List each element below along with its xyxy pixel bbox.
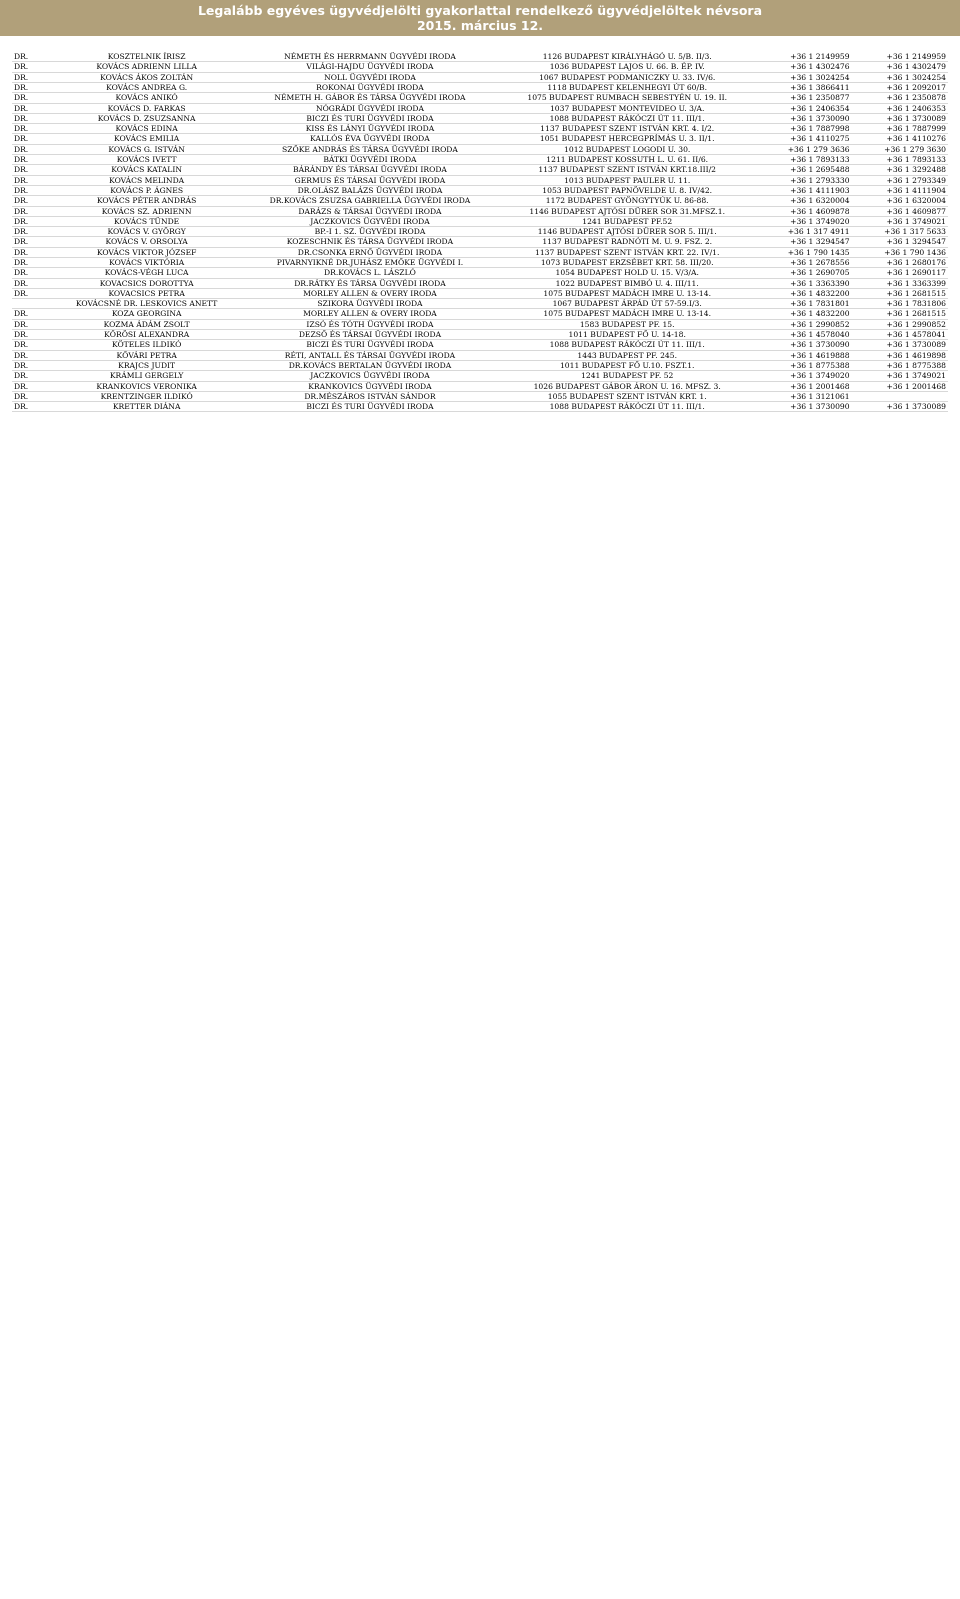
name-cell: KRAJCS JUDIT	[51, 360, 241, 370]
name-cell: KOVÁCS D. FARKAS	[51, 103, 241, 113]
fax-cell: +36 1 317 5633	[852, 227, 948, 237]
table-row	[12, 330, 948, 340]
name-cell: KOVÁCS TÜNDE	[51, 216, 241, 226]
phone-cell: +36 1 317 4911	[756, 227, 851, 237]
office-cell: DR.OLÁSZ BALÁZS ÜGYVÉDI IRODA	[242, 185, 498, 195]
address-cell: 1053 BUDAPEST PAPNÖVELDE U. 8. IV/42.	[498, 185, 756, 195]
title-cell: DR.	[12, 237, 51, 247]
name-cell: KRÁMLI GERGELY	[51, 371, 241, 381]
table-row	[12, 72, 948, 82]
office-cell: IZSÓ ÉS TÓTH ÜGYVÉDI IRODA	[242, 319, 498, 329]
name-cell: KOVÁCS VIKTOR JÓZSEF	[51, 247, 241, 257]
phone-cell: +36 1 7831801	[756, 299, 851, 309]
table-row	[12, 155, 948, 165]
office-cell: SZŐKE ANDRÁS ÉS TÁRSA ÜGYVÉDI IRODA	[242, 144, 498, 154]
title-cell: DR.	[12, 268, 51, 278]
fax-cell: +36 1 2406353	[852, 103, 948, 113]
address-cell: 1126 BUDAPEST KIRÁLYHÁGÓ U. 5/B. II/3.	[498, 52, 756, 62]
name-cell: KRANKOVICS VERONIKA	[51, 381, 241, 391]
table-row	[12, 371, 948, 381]
office-cell: NÉMETH H. GÁBOR ÉS TÁRSA ÜGYVÉDI IRODA	[242, 93, 498, 103]
name-cell: KRETTER DIÁNA	[51, 402, 241, 412]
table-row	[12, 62, 948, 72]
office-cell: DR.MÉSZÁROS ISTVÁN SÁNDOR	[242, 391, 498, 401]
phone-cell: +36 1 4832200	[756, 288, 851, 298]
name-cell: KOVÁCS VIKTÓRIA	[51, 257, 241, 267]
name-cell: KOVÁCS ANIKÓ	[51, 93, 241, 103]
name-cell: KOVACSICS DOROTTYA	[51, 278, 241, 288]
table-row	[12, 113, 948, 123]
address-cell: 1051 BUDAPEST HERCEGPRÍMÁS U. 3. II/1.	[498, 134, 756, 144]
fax-cell: +36 1 4609877	[852, 206, 948, 216]
address-cell: 1073 BUDAPEST ERZSÉBET KRT. 58. III/20.	[498, 257, 756, 267]
address-cell: 1011 BUDAPEST FŐ U.10. FSZT.1.	[498, 360, 756, 370]
title-cell: DR.	[12, 350, 51, 360]
lawyer-table	[12, 52, 948, 412]
title-cell: DR.	[12, 257, 51, 267]
table-row	[12, 227, 948, 237]
table-row	[12, 278, 948, 288]
phone-cell: +36 1 3730090	[756, 113, 851, 123]
phone-cell: +36 1 4578040	[756, 330, 851, 340]
phone-cell: +36 1 2990852	[756, 319, 851, 329]
table-row	[12, 319, 948, 329]
office-cell: JACZKOVICS ÜGYVÉDI IRODA	[242, 216, 498, 226]
office-cell: KOZESCHNIK ÉS TÁRSA ÜGYVÉDI IRODA	[242, 237, 498, 247]
title-cell: DR.	[12, 52, 51, 62]
address-cell: 1241 BUDAPEST PF. 52	[498, 371, 756, 381]
title-cell: DR.	[12, 93, 51, 103]
office-cell: DR.RÁTKY ÉS TÁRSA ÜGYVÉDI IRODA	[242, 278, 498, 288]
fax-cell: +36 1 4110276	[852, 134, 948, 144]
name-cell: KŐVÁRI PETRA	[51, 350, 241, 360]
fax-cell: +36 1 7831806	[852, 299, 948, 309]
phone-cell: +36 1 2678556	[756, 257, 851, 267]
phone-cell: +36 1 4832200	[756, 309, 851, 319]
table-row	[12, 206, 948, 216]
fax-cell: +36 1 4111904	[852, 185, 948, 195]
office-cell: BICZI ÉS TURI ÜGYVÉDI IRODA	[242, 402, 498, 412]
title-cell: DR.	[12, 216, 51, 226]
phone-cell: +36 1 4110275	[756, 134, 851, 144]
table-row	[12, 134, 948, 144]
address-cell: 1036 BUDAPEST LAJOS U. 66. B. ÉP. IV.	[498, 62, 756, 72]
fax-cell: +36 1 2793349	[852, 175, 948, 185]
office-cell: KRANKOVICS ÜGYVÉDI IRODA	[242, 381, 498, 391]
table-row	[12, 247, 948, 257]
name-cell: KOVÁCS V. GYÖRGY	[51, 227, 241, 237]
fax-cell: +36 1 2149959	[852, 52, 948, 62]
office-cell: JACZKOVICS ÜGYVÉDI IRODA	[242, 371, 498, 381]
address-cell: 1012 BUDAPEST LOGODI U. 30.	[498, 144, 756, 154]
title-cell: DR.	[12, 360, 51, 370]
office-cell: MORLEY ALLEN & OVERY IRODA	[242, 309, 498, 319]
table-row	[12, 309, 948, 319]
table-row	[12, 237, 948, 247]
address-cell: 1241 BUDAPEST PF.52	[498, 216, 756, 226]
phone-cell: +36 1 2695488	[756, 165, 851, 175]
fax-cell: +36 1 790 1436	[852, 247, 948, 257]
office-cell: BÁTKI ÜGYVÉDI IRODA	[242, 155, 498, 165]
title-cell	[12, 299, 51, 309]
address-cell: 1211 BUDAPEST KOSSUTH L. U. 61. II/6.	[498, 155, 756, 165]
table-row	[12, 144, 948, 154]
phone-cell: +36 1 3024254	[756, 72, 851, 82]
table-row	[12, 391, 948, 401]
address-cell: 1583 BUDAPEST PF. 15.	[498, 319, 756, 329]
name-cell: KOVACSICS PETRA	[51, 288, 241, 298]
phone-cell: +36 1 3749020	[756, 371, 851, 381]
fax-cell: +36 1 3024254	[852, 72, 948, 82]
name-cell: KOVÁCS EDINA	[51, 124, 241, 134]
title-cell: DR.	[12, 319, 51, 329]
title-cell: DR.	[12, 288, 51, 298]
office-cell: SZIKORA ÜGYVÉDI IRODA	[242, 299, 498, 309]
phone-cell: +36 1 2001468	[756, 381, 851, 391]
address-cell: 1172 BUDAPEST GYÖNGYTYÚK U. 86-88.	[498, 196, 756, 206]
fax-cell: +36 1 3363399	[852, 278, 948, 288]
fax-cell: +36 1 8775388	[852, 360, 948, 370]
fax-cell: +36 1 3730089	[852, 113, 948, 123]
title-cell: DR.	[12, 124, 51, 134]
address-cell: 1137 BUDAPEST RADNÓTI M. U. 9. FSZ. 2.	[498, 237, 756, 247]
title-cell: DR.	[12, 402, 51, 412]
name-cell: KOZMA ÁDÁM ZSOLT	[51, 319, 241, 329]
name-cell: KOZA GEORGINA	[51, 309, 241, 319]
phone-cell: +36 1 3749020	[756, 216, 851, 226]
phone-cell: +36 1 3730090	[756, 340, 851, 350]
name-cell: KOVÁCS G. ISTVÁN	[51, 144, 241, 154]
phone-cell: +36 1 2350877	[756, 93, 851, 103]
name-cell: KOVÁCS V. ORSOLYA	[51, 237, 241, 247]
address-cell: 1118 BUDAPEST KELENHEGYI ÚT 60/B.	[498, 82, 756, 92]
office-cell: DARÁZS & TÁRSAI ÜGYVÉDI IRODA	[242, 206, 498, 216]
table-row	[12, 288, 948, 298]
title-cell: DR.	[12, 134, 51, 144]
phone-cell: +36 1 6320004	[756, 196, 851, 206]
office-cell: BÁRÁNDY ÉS TÁRSAI ÜGYVÉDI IRODA	[242, 165, 498, 175]
title-cell: DR.	[12, 371, 51, 381]
name-cell: KOVÁCS SZ. ADRIENN	[51, 206, 241, 216]
fax-cell: +36 1 2001468	[852, 381, 948, 391]
phone-cell: +36 1 2149959	[756, 52, 851, 62]
table-row	[12, 402, 948, 412]
fax-cell: +36 1 3292488	[852, 165, 948, 175]
office-cell: ROKONAI ÜGYVÉDI IRODA	[242, 82, 498, 92]
fax-cell: +36 1 4302479	[852, 62, 948, 72]
name-cell: KOVÁCS D. ZSUZSANNA	[51, 113, 241, 123]
office-cell: DR.KOVÁCS ZSUZSA GABRIELLA ÜGYVÉDI IRODA	[242, 196, 498, 206]
name-cell: KOVÁCS ADRIENN LILLA	[51, 62, 241, 72]
table-row	[12, 257, 948, 267]
fax-cell: +36 1 3730089	[852, 340, 948, 350]
table-row	[12, 185, 948, 195]
title-cell: DR.	[12, 227, 51, 237]
table-row	[12, 93, 948, 103]
address-cell: 1088 BUDAPEST RÁKÓCZI ÚT 11. III/1.	[498, 113, 756, 123]
name-cell: KOVÁCS PÉTER ANDRÁS	[51, 196, 241, 206]
address-cell: 1137 BUDAPEST SZENT ISTVÁN KRT. 22. IV/1.	[498, 247, 756, 257]
page-header	[0, 0, 960, 36]
table-row	[12, 196, 948, 206]
phone-cell: +36 1 4619888	[756, 350, 851, 360]
office-cell: BICZI ÉS TURI ÜGYVÉDI IRODA	[242, 113, 498, 123]
title-cell: DR.	[12, 247, 51, 257]
phone-cell: +36 1 2793330	[756, 175, 851, 185]
title-cell: DR.	[12, 144, 51, 154]
table-row	[12, 52, 948, 62]
phone-cell: +36 1 790 1435	[756, 247, 851, 257]
address-cell: 1037 BUDAPEST MONTEVIDEO U. 3/A.	[498, 103, 756, 113]
office-cell: NÉMETH ÉS HERRMANN ÜGYVÉDI IRODA	[242, 52, 498, 62]
title-cell: DR.	[12, 113, 51, 123]
name-cell: KOVÁCS-VÉGH LUCA	[51, 268, 241, 278]
fax-cell: +36 1 4619898	[852, 350, 948, 360]
title-cell: DR.	[12, 330, 51, 340]
name-cell: KOVÁCS EMILIA	[51, 134, 241, 144]
table-row	[12, 268, 948, 278]
office-cell: DEZSŐ ÉS TÁRSAI ÜGYVÉDI IRODA	[242, 330, 498, 340]
name-cell: KOVÁCS P. ÁGNES	[51, 185, 241, 195]
title-cell: DR.	[12, 62, 51, 72]
title-cell: DR.	[12, 103, 51, 113]
document-date: 2015. március 12.	[416, 18, 544, 33]
fax-cell: +36 1 2681515	[852, 288, 948, 298]
address-cell: 1011 BUDAPEST FŐ U. 14-18.	[498, 330, 756, 340]
table-row	[12, 381, 948, 391]
phone-cell: +36 1 279 3636	[756, 144, 851, 154]
title-cell: DR.	[12, 309, 51, 319]
office-cell: BP.-I 1. SZ. ÜGYVÉDI IRODA	[242, 227, 498, 237]
name-cell: KOSZTELNIK ÍRISZ	[51, 52, 241, 62]
table-row	[12, 299, 948, 309]
address-cell: 1443 BUDAPEST PF. 245.	[498, 350, 756, 360]
lawyer-table-body	[12, 52, 948, 412]
address-cell: 1075 BUDAPEST RUMBACH SEBESTYÉN U. 19. II.	[498, 93, 756, 103]
table-row	[12, 340, 948, 350]
address-cell: 1026 BUDAPEST GÁBOR ÁRON U. 16. MFSZ. 3.	[498, 381, 756, 391]
phone-cell: +36 1 7887998	[756, 124, 851, 134]
table-row	[12, 175, 948, 185]
title-cell: DR.	[12, 72, 51, 82]
address-cell: 1054 BUDAPEST HOLD U. 15. V/3/A.	[498, 268, 756, 278]
fax-cell: +36 1 2690117	[852, 268, 948, 278]
address-cell: 1137 BUDAPEST SZENT ISTVÁN KRT.18.III/2	[498, 165, 756, 175]
name-cell: KOVÁCS KATALIN	[51, 165, 241, 175]
phone-cell: +36 1 4111903	[756, 185, 851, 195]
title-cell: DR.	[12, 155, 51, 165]
table-row	[12, 165, 948, 175]
title-cell: DR.	[12, 175, 51, 185]
office-cell: KALLÓS ÉVA ÜGYVÉDI IRODA	[242, 134, 498, 144]
fax-cell: +36 1 6320004	[852, 196, 948, 206]
name-cell: KÖTELES ILDIKÓ	[51, 340, 241, 350]
fax-cell: +36 1 3749021	[852, 216, 948, 226]
name-cell: KOVÁCSNÉ DR. LESKOVICS ANETT	[51, 299, 241, 309]
address-cell: 1088 BUDAPEST RÁKÓCZI ÚT 11. III/1.	[498, 402, 756, 412]
fax-cell: +36 1 2092017	[852, 82, 948, 92]
title-cell: DR.	[12, 206, 51, 216]
name-cell: KOVÁCS MELINDA	[51, 175, 241, 185]
office-cell: NOLL ÜGYVÉDI IRODA	[242, 72, 498, 82]
name-cell: KŐRÖSI ALEXANDRA	[51, 330, 241, 340]
address-cell: 1067 BUDAPEST ÁRPÁD ÚT 57-59.I/3.	[498, 299, 756, 309]
office-cell: VILÁGI-HAJDU ÜGYVÉDI IRODA	[242, 62, 498, 72]
phone-cell: +36 1 8775388	[756, 360, 851, 370]
address-cell: 1055 BUDAPEST SZENT ISTVÁN KRT. 1.	[498, 391, 756, 401]
fax-cell: +36 1 2680176	[852, 257, 948, 267]
phone-cell: +36 1 7893133	[756, 155, 851, 165]
title-cell: DR.	[12, 185, 51, 195]
office-cell: DR.KOVÁCS BERTALAN ÜGYVÉDI IRODA	[242, 360, 498, 370]
fax-cell: +36 1 2350878	[852, 93, 948, 103]
fax-cell: +36 1 2681515	[852, 309, 948, 319]
address-cell: 1137 BUDAPEST SZENT ISTVÁN KRT. 4. I/2.	[498, 124, 756, 134]
title-cell: DR.	[12, 165, 51, 175]
address-cell: 1075 BUDAPEST MADÁCH IMRE U. 13-14.	[498, 309, 756, 319]
office-cell: RÉTI, ANTALL ÉS TÁRSAI ÜGYVÉDI IRODA	[242, 350, 498, 360]
table-row	[12, 103, 948, 113]
address-cell: 1013 BUDAPEST PAULER U. 11.	[498, 175, 756, 185]
address-cell: 1075 BUDAPEST MADÁCH IMRE U. 13-14.	[498, 288, 756, 298]
name-cell: KRENTZINGER ILDIKÓ	[51, 391, 241, 401]
fax-cell: +36 1 3749021	[852, 371, 948, 381]
office-cell: DR.CSONKA ERNŐ ÜGYVÉDI IRODA	[242, 247, 498, 257]
name-cell: KOVÁCS ANDREA G.	[51, 82, 241, 92]
table-row	[12, 124, 948, 134]
phone-cell: +36 1 4609878	[756, 206, 851, 216]
fax-cell: +36 1 7893133	[852, 155, 948, 165]
phone-cell: +36 1 4302476	[756, 62, 851, 72]
fax-cell: +36 1 3730089	[852, 402, 948, 412]
fax-cell: +36 1 279 3630	[852, 144, 948, 154]
phone-cell: +36 1 2406354	[756, 103, 851, 113]
title-cell: DR.	[12, 278, 51, 288]
address-cell: 1146 BUDAPEST AJTÓSI DÜRER SOR 31.MFSZ.1.	[498, 206, 756, 216]
office-cell: NÓGRÁDI ÜGYVÉDI IRODA	[242, 103, 498, 113]
title-cell: DR.	[12, 82, 51, 92]
table-row	[12, 82, 948, 92]
phone-cell: +36 1 3294547	[756, 237, 851, 247]
phone-cell: +36 1 2690705	[756, 268, 851, 278]
fax-cell	[852, 391, 948, 401]
phone-cell: +36 1 3866411	[756, 82, 851, 92]
table-row	[12, 360, 948, 370]
fax-cell: +36 1 2990852	[852, 319, 948, 329]
office-cell: BICZI ÉS TURI ÜGYVÉDI IRODA	[242, 340, 498, 350]
phone-cell: +36 1 3363390	[756, 278, 851, 288]
table-row	[12, 216, 948, 226]
fax-cell: +36 1 3294547	[852, 237, 948, 247]
title-cell: DR.	[12, 196, 51, 206]
name-cell: KOVÁCS ÁKOS ZOLTÁN	[51, 72, 241, 82]
fax-cell: +36 1 7887999	[852, 124, 948, 134]
office-cell: GERMUS ÉS TÁRSAI ÜGYVÉDI IRODA	[242, 175, 498, 185]
name-cell: KOVÁCS IVETT	[51, 155, 241, 165]
address-cell: 1088 BUDAPEST RÁKÓCZI ÚT 11. III/1.	[498, 340, 756, 350]
document-title: Legalább egyéves ügyvédjelölti gyakorlattal rendelkező ügyvédjelöltek névsora	[197, 3, 763, 18]
table-row	[12, 350, 948, 360]
title-cell: DR.	[12, 340, 51, 350]
office-cell: DR.KOVÁCS L. LÁSZLÓ	[242, 268, 498, 278]
office-cell: MORLEY ALLEN & OVERY IRODA	[242, 288, 498, 298]
office-cell: KISS ÉS LÁNYI ÜGYVÉDI IRODA	[242, 124, 498, 134]
address-cell: 1146 BUDAPEST AJTÓSI DÜRER SOR 5. III/1.	[498, 227, 756, 237]
phone-cell: +36 1 3730090	[756, 402, 851, 412]
title-cell: DR.	[12, 391, 51, 401]
fax-cell: +36 1 4578041	[852, 330, 948, 340]
address-cell: 1022 BUDAPEST BIMBÓ U. 4. III/11.	[498, 278, 756, 288]
address-cell: 1067 BUDAPEST PODMANICZKY U. 33. IV/6.	[498, 72, 756, 82]
title-cell: DR.	[12, 381, 51, 391]
office-cell: PIVARNYIKNÉ DR.JUHÁSZ EMŐKE ÜGYVÉDI I.	[242, 257, 498, 267]
phone-cell: +36 1 3121061	[756, 391, 851, 401]
lawyer-table-container	[12, 52, 948, 412]
